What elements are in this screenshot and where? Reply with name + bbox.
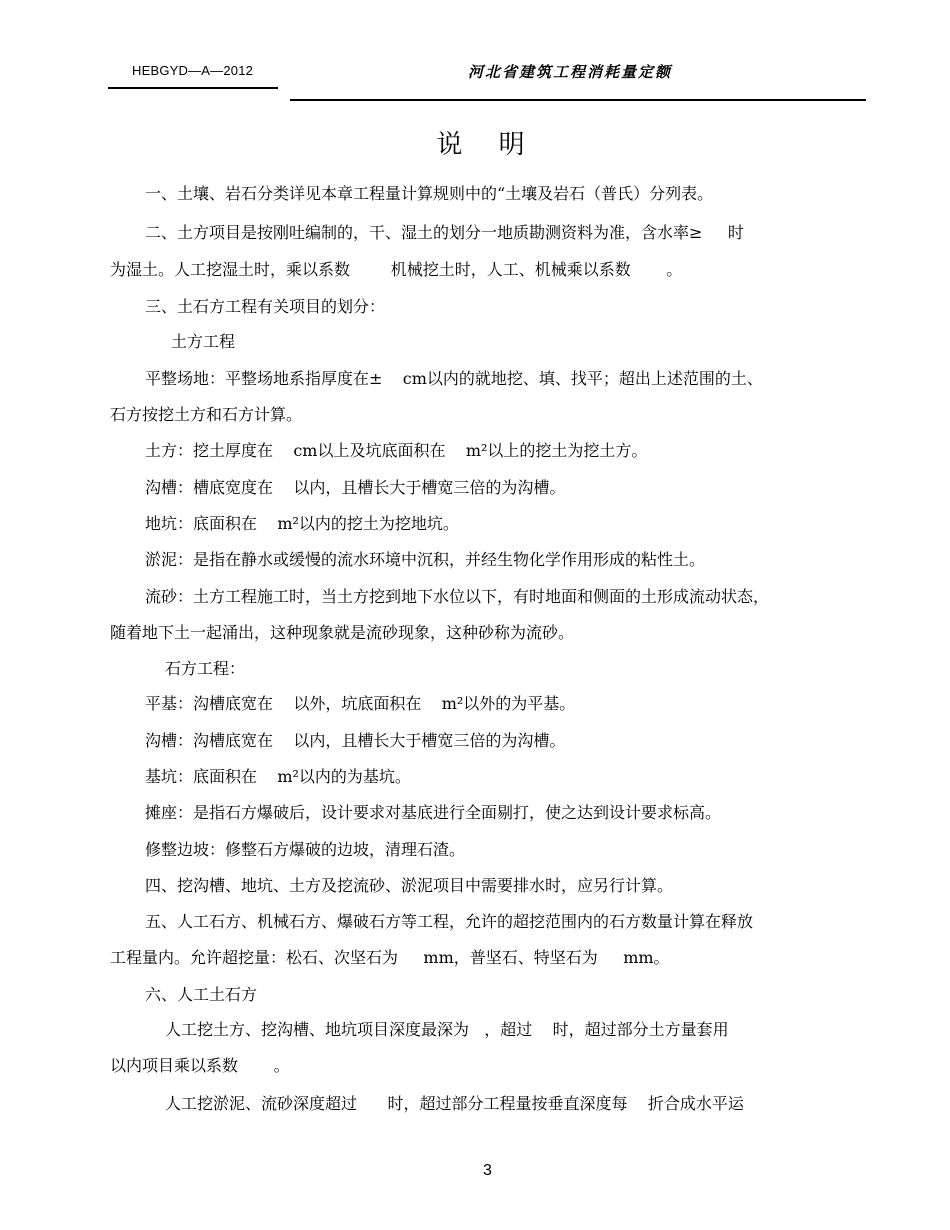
document-code: HEBGYD—A—2012: [132, 63, 254, 78]
text-line: 地坑：底面积在 m²以内的挖土为挖地坑。: [145, 514, 459, 533]
text-line: 沟槽：槽底宽度在 以内，且槽长大于槽宽三倍的为沟槽。: [145, 478, 566, 497]
header-rule-right: [290, 99, 866, 101]
text-line: 四、挖沟槽、地坑、土方及挖流砂、淤泥项目中需要排水时，应另行计算。: [145, 876, 674, 895]
page-number: 3: [483, 1162, 492, 1179]
text-line: 工程量内。允许超挖量：松石、次坚石为 mm，普坚石、特坚石为 mm。: [110, 948, 670, 967]
text-line: 二、土方项目是按刚吐编制的，干、湿土的划分一地质勘测资料为准，含水率≥ 时: [145, 223, 744, 242]
text-line: 三、土石方工程有关项目的划分：: [145, 297, 386, 316]
text-line: 随着地下土一起涌出，这种现象就是流砂现象，这种砂称为流砂。: [110, 623, 575, 642]
text-line: 以内项目乘以系数 。: [110, 1056, 290, 1075]
text-line: 基坑：底面积在 m²以内的为基坑。: [145, 767, 411, 786]
text-line: 人工挖淤泥、流砂深度超过 时，超过部分工程量按垂直深度每 折合成水平运: [165, 1094, 744, 1113]
text-line: 土方工程: [171, 332, 236, 351]
text-line: 石方按挖土方和石方计算。: [110, 405, 303, 424]
text-line: 一、土壤、岩石分类详见本章工程量计算规则中的“土壤及岩石（普氏）分列表。: [145, 184, 714, 203]
text-line: 摊座：是指石方爆破后，设计要求对基底进行全面剔打，使之达到设计要求标高。: [145, 803, 722, 822]
text-line: 六、人工土石方: [145, 985, 258, 1004]
text-line: 淤泥：是指在静水或缓慢的流水环境中沉积，并经生物化学作用形成的粘性土。: [145, 550, 706, 569]
page-title: 说 明: [436, 130, 539, 160]
text-line: 为湿土。人工挖湿土时，乘以系数 机械挖土时，人工、机械乘以系数 。: [110, 260, 683, 279]
text-line: 平整场地：平整场地系指厚度在± cm以内的就地挖、填、找平；超出上述范围的土、: [145, 369, 763, 388]
header-rule-left: [108, 87, 278, 89]
text-line: 五、人工石方、机械石方、爆破石方等工程，允许的超挖范围内的石方数量计算在释放: [145, 912, 754, 931]
text-line: 人工挖土方、挖沟槽、地坑项目深度最深为 ，超过 时，超过部分土方量套用: [165, 1020, 729, 1039]
book-title: 河北省建筑工程消耗量定额: [468, 63, 673, 81]
text-line: 流砂：土方工程施工时，当土方挖到地下水位以下，有时地面和侧面的土形成流动状态，: [145, 587, 770, 606]
text-line: 石方工程：: [165, 659, 246, 678]
text-line: 修整边坡：修整石方爆破的边坡，清理石渣。: [145, 840, 466, 859]
text-line: 平基：沟槽底宽在 以外，坑底面积在 m²以外的为平基。: [145, 694, 576, 713]
text-line: 土方：挖土厚度在 cm以上及坑底面积在 m²以上的挖土为挖土方。: [145, 441, 648, 460]
text-line: 沟槽：沟槽底宽在 以内，且槽长大于槽宽三倍的为沟槽。: [145, 731, 566, 750]
